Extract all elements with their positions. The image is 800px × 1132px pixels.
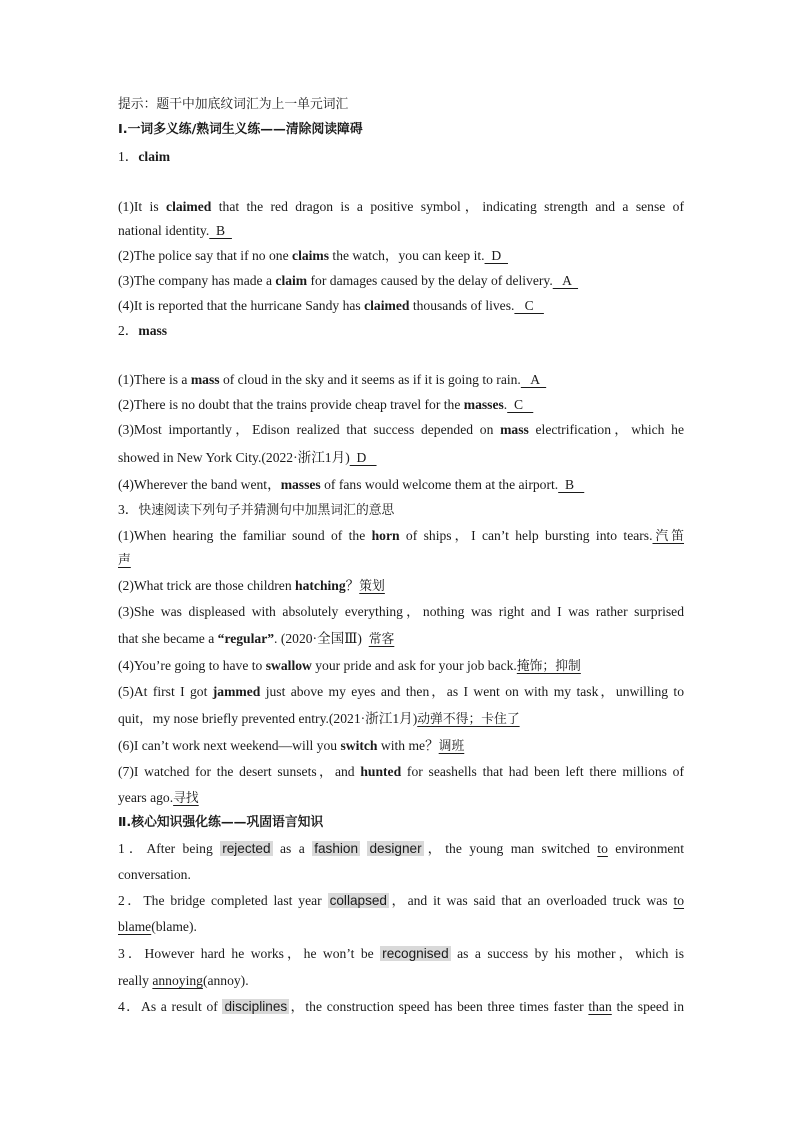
- q1-item1-line2: [118, 222, 684, 240]
- highlighted-word: rejected: [222, 841, 271, 856]
- meaning-answer: 调班: [438, 739, 465, 754]
- text: (3)She was displeased with absolutely everything，nothing was right and I was rather surprised: [118, 604, 684, 619]
- keyword: claimed: [364, 298, 410, 313]
- q3-item4: [118, 657, 684, 676]
- text: (1)When hearing the familiar sound of the: [118, 528, 372, 543]
- answer-word: blame: [118, 919, 152, 934]
- text: national identity.: [118, 223, 210, 238]
- q3-item5-line1: [118, 683, 684, 701]
- keyword: switch: [340, 738, 378, 753]
- s2-item3-line1: [118, 945, 684, 963]
- meaning-answer: 常客: [368, 632, 395, 647]
- answer-word: to: [673, 893, 685, 908]
- q2-item2: [118, 396, 684, 414]
- q3-item2: [118, 577, 684, 596]
- text: (1)There is a: [118, 372, 191, 387]
- text: as a success by his mother，which is: [450, 946, 685, 961]
- text: .: [503, 397, 508, 412]
- text: After being: [146, 841, 221, 856]
- text: really: [118, 973, 153, 988]
- text: thousands of lives.: [409, 298, 515, 313]
- text: of ships，I can’t help bursting into tears.: [399, 528, 653, 543]
- keyword: swallow: [265, 658, 312, 673]
- answer-blank: A: [520, 372, 547, 387]
- text: (4)You’re going to have to: [118, 658, 266, 673]
- text: the speed in: [611, 999, 685, 1014]
- text: (annoy).: [202, 973, 249, 988]
- text: (5)At first I got: [118, 684, 213, 699]
- text: your pride and ask for your job back.: [311, 658, 517, 673]
- meaning-answer: 掩饰；抑制: [516, 659, 581, 674]
- text: environment: [607, 841, 685, 856]
- text: showed in New York City.(2022·浙江1月): [118, 450, 350, 465]
- text: for seashells that had been left there millions of: [401, 764, 684, 779]
- keyword: claims: [292, 248, 330, 263]
- keyword: masses: [280, 477, 321, 492]
- q3-item7-line2: [118, 789, 684, 808]
- q2-item1: [118, 371, 684, 389]
- item-number: 2．: [118, 893, 144, 908]
- keyword: “regular”: [217, 631, 275, 646]
- text: As a result of: [141, 999, 223, 1014]
- text: with me？: [377, 738, 439, 753]
- answer-blank: B: [558, 477, 585, 492]
- text: that she became a: [118, 631, 218, 646]
- q3-item1-line1: [118, 527, 684, 546]
- text: of fans would welcome them at the airport.: [320, 477, 559, 492]
- answer-word: annoying: [152, 973, 203, 988]
- text: (3)Most importantly，Edison realized that success depended on: [118, 422, 501, 437]
- q1-number: 1．: [118, 149, 139, 164]
- text: ，the construction speed has been three times faster: [289, 999, 589, 1014]
- q3-instruction: 快速阅读下列句子并猜测句中加黑词汇的意思: [138, 503, 395, 518]
- q2-item3-line1: [118, 421, 684, 439]
- text: (4)Wherever the band went，: [118, 477, 281, 492]
- text: the watch，you can keep it.: [329, 248, 485, 263]
- answer-blank: C: [507, 397, 534, 412]
- text: (2)There is no doubt that the trains provide cheap travel for the: [118, 397, 464, 412]
- section1-heading: Ⅰ.一词多义练/熟词生义练——清除阅读障碍: [118, 122, 363, 137]
- keyword: hatching: [295, 578, 346, 593]
- answer-word: than: [588, 999, 612, 1014]
- q1-title: [118, 148, 684, 166]
- q1-item4: [118, 297, 684, 315]
- text: . (2020·全国Ⅲ): [274, 631, 362, 646]
- q1-item2: [118, 247, 684, 265]
- answer-blank: A: [552, 273, 579, 288]
- q1-word: claim: [138, 149, 171, 164]
- tip-line: 提示：题干中加底纹词汇为上一单元词汇: [118, 97, 349, 112]
- item-number: 1．: [118, 841, 147, 856]
- s2-item4-line1: [118, 998, 684, 1016]
- meaning-answer: 寻找: [173, 791, 199, 806]
- keyword: jammed: [212, 684, 261, 699]
- text: (blame).: [151, 919, 197, 934]
- keyword: mass: [500, 422, 529, 437]
- highlighted-word: collapsed: [329, 893, 387, 908]
- keyword: horn: [371, 528, 400, 543]
- keyword: claimed: [166, 199, 212, 214]
- text: (1)It is: [118, 199, 167, 214]
- highlighted-word: disciplines: [224, 999, 288, 1014]
- q3-item3-line1: [118, 603, 684, 621]
- answer-word: to: [597, 841, 608, 856]
- text: However hard he works，he won’t be: [144, 946, 381, 961]
- q1-item1-line1: [118, 198, 684, 216]
- text: quit，my nose briefly prevented entry.(2021·浙江1月): [118, 711, 418, 726]
- q3-item1-line2: [118, 551, 684, 570]
- item-number: 3．: [118, 946, 145, 961]
- q3-item6: [118, 737, 684, 756]
- item-number: 4．: [118, 999, 141, 1014]
- text: for damages caused by the delay of delivery.: [307, 273, 553, 288]
- q3-item3-line2: [118, 630, 684, 649]
- text: (2)What trick are those children: [118, 578, 296, 593]
- text: ？: [345, 578, 360, 593]
- text: electrification，which he: [528, 422, 684, 437]
- text: (7)I watched for the desert sunsets，and: [118, 764, 361, 779]
- q3-item5-line2: [118, 710, 684, 729]
- text: The bridge completed last year: [143, 893, 328, 908]
- s2-item2-line1: [118, 892, 684, 910]
- highlighted-word: fashion: [314, 841, 359, 856]
- meaning-answer: 声: [118, 553, 131, 568]
- q3-title: [118, 501, 684, 520]
- keyword: hunted: [360, 764, 402, 779]
- answer-blank: C: [514, 298, 544, 313]
- text: (3)The company has made a: [118, 273, 276, 288]
- section2-heading: Ⅱ.核心知识强化练——巩固语言知识: [118, 815, 324, 830]
- q3-item7-line1: [118, 763, 684, 781]
- q2-item4: [118, 476, 684, 494]
- text: that the red dragon is a positive symbol，indicating strength and a sense of: [211, 199, 684, 214]
- meaning-answer: 动弹不得；卡住了: [417, 712, 520, 727]
- q3-number: 3．: [118, 502, 139, 517]
- q2-title: [118, 322, 684, 340]
- text: ，the young man switched: [423, 841, 598, 856]
- text: as a: [272, 841, 313, 856]
- answer-blank: D: [349, 450, 377, 465]
- s2-item1-line1: [118, 840, 684, 858]
- q1-item3: [118, 272, 684, 290]
- text: (2)The police say that if no one: [118, 248, 293, 263]
- s2-item3-line2: [118, 972, 684, 990]
- q2-item3-line2: [118, 449, 684, 467]
- q2-number: 2．: [118, 323, 139, 338]
- highlighted-word: designer: [369, 841, 422, 856]
- meaning-answer: 策划: [359, 579, 385, 594]
- answer-blank: B: [209, 223, 232, 238]
- meaning-answer: 汽笛: [652, 529, 685, 544]
- text: ，and it was said that an overloaded truck was: [389, 893, 674, 908]
- text: of cloud in the sky and it seems as if it is going to rain.: [219, 372, 521, 387]
- text: (6)I can’t work next weekend—will you: [118, 738, 341, 753]
- text: (4)It is reported that the hurricane Sandy has: [118, 298, 365, 313]
- s2-item1-line2: conversation.: [118, 867, 191, 882]
- keyword: masses: [463, 397, 504, 412]
- text: just above my eyes and then，as I went on with my task，unwilling to: [260, 684, 684, 699]
- q2-word: mass: [138, 323, 168, 338]
- s2-item2-line2: [118, 918, 684, 936]
- text: years ago.: [118, 790, 174, 805]
- answer-blank: D: [484, 248, 508, 263]
- highlighted-word: recognised: [382, 946, 449, 961]
- keyword: mass: [190, 372, 220, 387]
- keyword: claim: [275, 273, 308, 288]
